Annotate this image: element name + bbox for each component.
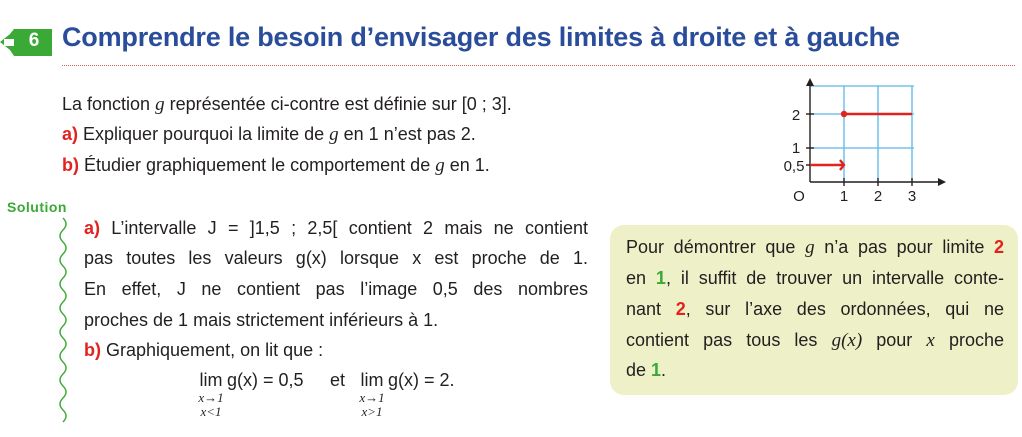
note-line-3: nant 2, sur l’axe des ordonnées, qui ne <box>626 299 1004 319</box>
note-line-4: contient pas tous les g(x) pour x proche <box>626 330 1005 351</box>
solution-a-label: a) <box>84 218 101 238</box>
graph-segments <box>810 111 912 170</box>
solution-a-line-1: a) L’intervalle J = ]1,5 ; 2,5[ contient 2 mais ne contient <box>84 218 588 238</box>
solution-a-line-2: pas toutes les valeurs g(x) lorsque x est proche de 1. <box>84 248 588 268</box>
origin-label: O <box>793 188 805 205</box>
question-b: b) Étudier graphiquement le comportement de g en 1. <box>62 155 490 176</box>
question-a-label: a) <box>62 124 79 144</box>
question-a: a) Expliquer pourquoi la limite de g en 1 n’est pas 2. <box>62 124 476 145</box>
x-tick-1: 1 <box>839 188 849 205</box>
solution-a-line-4: proches de 1 mais strictement inférieurs à 1. <box>84 310 439 330</box>
limit-conjunction: et <box>330 370 346 390</box>
y-tick-2: 2 <box>791 107 801 124</box>
exercise-number: 6 <box>28 30 40 51</box>
right-limit: lim x→1 x>1 g(x) = 2. <box>359 370 455 419</box>
statement-intro: La fonction g représentée ci-contre est définie sur [0 ; 3]. <box>62 94 512 115</box>
y-tick-1: 1 <box>791 140 801 157</box>
solution-wavy-line <box>56 218 70 414</box>
solution-a-line-3: En effet, J ne contient pas l’image 0,5 des nombres <box>84 279 588 299</box>
solution-b-line: b) Graphiquement, on lit que : <box>84 340 324 360</box>
x-tick-3: 3 <box>907 188 917 205</box>
solution-b-label: b) <box>84 340 101 360</box>
title-divider <box>62 65 1015 66</box>
closed-point <box>841 111 847 117</box>
note-line-5: de 1. <box>626 360 667 380</box>
left-limit: lim x→1 x<1 g(x) = 0,5 <box>198 370 304 419</box>
function-graph <box>783 78 946 208</box>
note-line-2: en 1, il suffit de trouver un intervalle conte- <box>626 268 1004 288</box>
y-tick-0-5: 0,5 <box>783 158 805 175</box>
graph-grid <box>810 86 914 182</box>
graph-axes <box>806 78 946 186</box>
solution-label: Solution <box>7 199 67 215</box>
question-b-label: b) <box>62 155 79 175</box>
note-line-1: Pour démontrer que g n’a pas pour limite 2 <box>626 237 1005 258</box>
x-tick-2: 2 <box>873 188 883 205</box>
exercise-title: Comprendre le besoin d’envisager des limites à droite et à gauche <box>62 22 900 52</box>
